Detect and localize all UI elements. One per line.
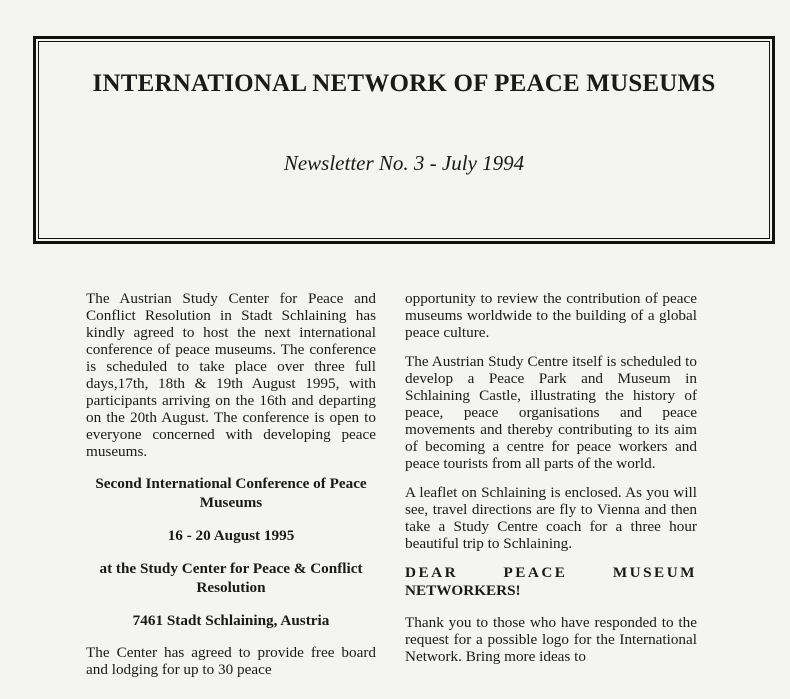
heading-word: PEACE (503, 564, 568, 581)
leaflet-paragraph: A leaflet on Schlaining is enclosed. As you will see, travel directions are fly to Vienna and then take a Study Centre coach for a three hour beautiful trip to Schlaining. (405, 484, 697, 552)
intro-paragraph: The Austrian Study Center for Peace and Conflict Resolution in Stadt Schlaining has kindly agreed to host the next international conference of peace museums. The conference is scheduled to take place over three full days,17th, 18th & 19th August 1995, with participants arriving on the 16th and departing on the 20th August. The conference is open to everyone concerned with developing peace museums. (86, 290, 376, 460)
conference-dates: 16 - 20 August 1995 (167, 527, 295, 544)
study-centre-paragraph: The Austrian Study Centre itself is scheduled to develop a Peace Park and Museum in Schlaining Castle, illustrating the history of peace, peace organisations and peace movements and thereby contributing to its aim of becoming a centre for peace workers and peace tourists from all parts of the world. (405, 353, 697, 472)
heading-line-2: NETWORKERS! (405, 582, 521, 599)
networkers-heading (405, 564, 697, 600)
conference-address: 7461 Stadt Schlaining, Austria (132, 612, 330, 629)
newsletter-subtitle: Newsletter No. 3 - July 1994 (283, 151, 525, 175)
newsletter-title: INTERNATIONAL NETWORK OF PEACE MUSEUMS (92, 70, 716, 97)
conference-title: Second International Conference of Peace Museums (95, 475, 367, 511)
heading-word: MUSEUM (612, 564, 697, 581)
conference-venue: at the Study Center for Peace & Conflict Resolution (99, 560, 363, 596)
closing-paragraph: The Center has agreed to provide free board and lodging for up to 30 peace (86, 644, 376, 678)
right-column (405, 290, 697, 679)
thanks-paragraph: Thank you to those who have responded to the request for a possible logo for the International Network. Bring more ideas to (405, 614, 697, 665)
heading-word: DEAR (405, 564, 459, 581)
left-column (86, 290, 376, 692)
review-paragraph: opportunity to review the contribution of peace museums worldwide to the building of a global peace culture. (405, 290, 697, 341)
